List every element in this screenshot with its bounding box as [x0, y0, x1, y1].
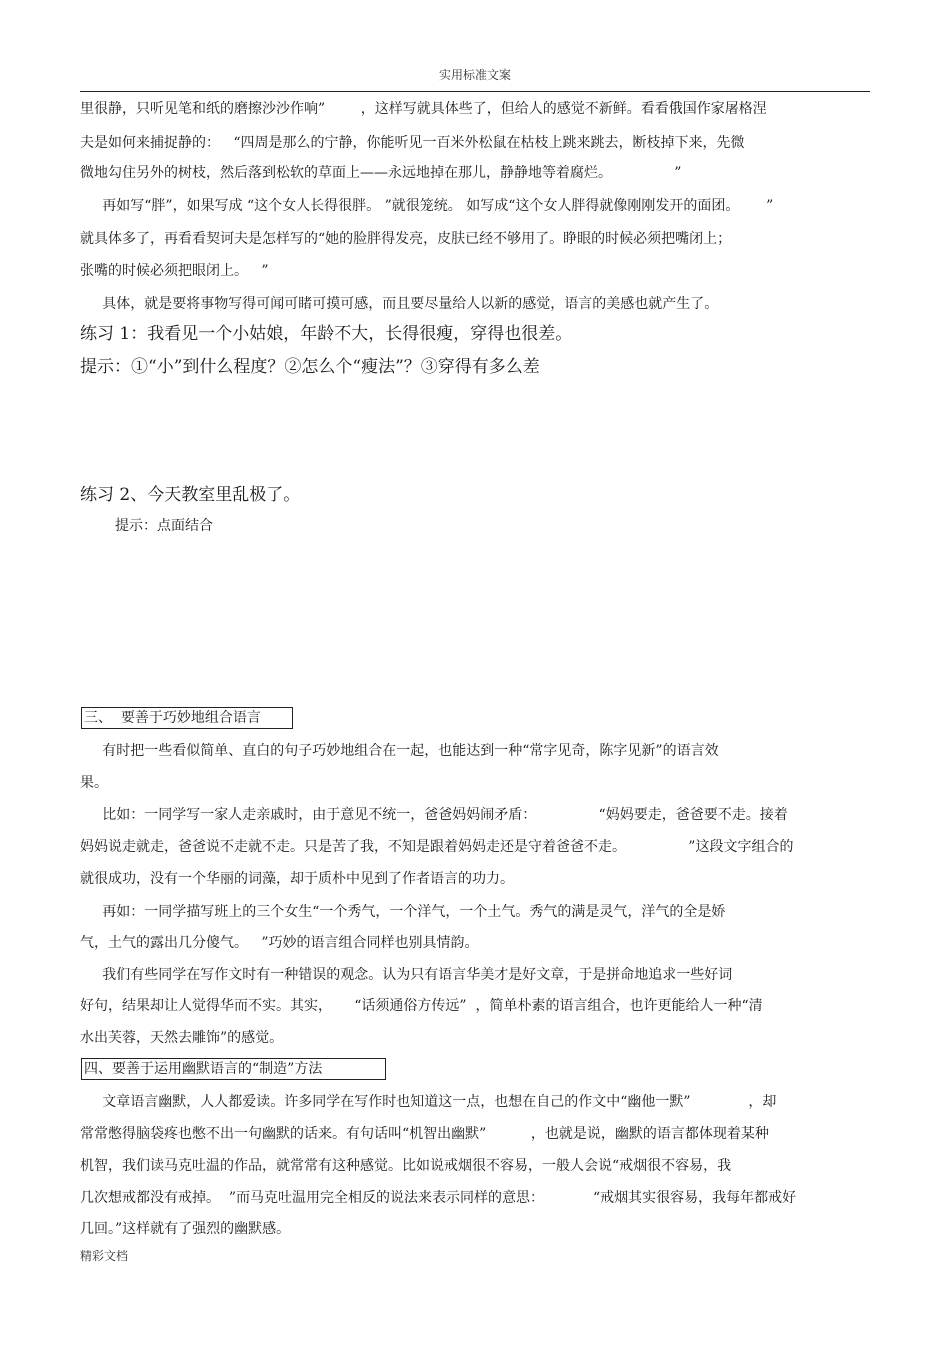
exercise-1-title: 练习 1：我看见一个小姑娘，年龄不大，长得很瘦，穿得也很差。 — [80, 324, 573, 344]
page-header: 实用标准文案 — [438, 68, 511, 82]
paragraph-line: 里很静，只听见笔和纸的磨擦沙沙作响” ，这样写就具体些了，但给人的感觉不新鲜。看看俄国作家屠格涅 — [80, 101, 767, 117]
section-4-heading-box — [81, 1058, 386, 1080]
paragraph-line: 有时把一些看似简单、直白的句子巧妙地组合在一起，也能达到一种“常字见奇，陈字见新”的语言效 — [80, 743, 719, 759]
page-footer: 精彩文档 — [80, 1249, 129, 1263]
section-4-heading: 四、要善于运用幽默语言的“制造”方法 — [84, 1061, 323, 1077]
paragraph-line: 再如写“胖”，如果写成 “这个女人长得很胖。 ”就很笼统。 如写成“这个女人胖得就像刚刚发开的面团。 ” — [80, 198, 774, 214]
section-3-heading: 三、 要善于巧妙地组合语言 — [84, 710, 261, 726]
exercise-2-hint: 提示：点面结合 — [115, 518, 213, 534]
paragraph-line: 水出芙蓉，天然去雕饰”的感觉。 — [80, 1030, 284, 1046]
paragraph-line: 几次想戒都没有戒掉。 ”而马克吐温用完全相反的说法来表示同样的意思： “戒烟其实很容易，我每年都戒好 — [80, 1190, 797, 1206]
paragraph-line: 张嘴的时候必须把眼闭上。 ” — [80, 263, 269, 279]
exercise-2-title: 练习 2、今天教室里乱极了。 — [80, 485, 301, 505]
paragraph-line: 好句，结果却让人觉得华而不实。其实， “话须通俗方传远” ，简单朴素的语言组合，也许更能给人一种“清 — [80, 998, 763, 1014]
paragraph-line: 果。 — [80, 775, 108, 791]
paragraph-line: 机智，我们读马克吐温的作品，就常常有这种感觉。比如说戒烟很不容易，一般人会说“戒烟很不容易，我 — [80, 1158, 732, 1174]
paragraph-line: 就很成功，没有一个华丽的词藻，却于质朴中见到了作者语言的功力。 — [80, 871, 514, 887]
paragraph-line: 常常憋得脑袋疼也憋不出一句幽默的话来。有句话叫“机智出幽默” ，也就是说，幽默的语言都体现着某种 — [80, 1126, 769, 1142]
paragraph-line: 再如：一同学描写班上的三个女生“一个秀气，一个洋气，一个土气。秀气的满是灵气，洋气的全是娇 — [80, 904, 726, 920]
paragraph-line: 比如：一同学写一家人走亲戚时，由于意见不统一，爸爸妈妈闹矛盾： “妈妈要走，爸爸要不走。接着 — [80, 807, 788, 823]
paragraph-line: 微地勾住另外的树枝，然后落到松软的草面上——永远地掉在那儿，静静地等着腐烂。 ” — [80, 165, 682, 181]
paragraph-line: 文章语言幽默，人人都爱读。许多同学在写作时也知道这一点，也想在自己的作文中“幽他一默” ，却 — [80, 1094, 777, 1110]
exercise-1-hint: 提示：①“小”到什么程度？②怎么个“瘦法”？③穿得有多么差 — [80, 357, 540, 377]
section-3-heading-box — [81, 707, 293, 729]
paragraph-line: 就具体多了，再看看契诃夫是怎样写的“她的脸胖得发亮，皮肤已经不够用了。睁眼的时候必须把嘴闭上； — [80, 231, 732, 247]
paragraph-line: 几回。”这样就有了强烈的幽默感。 — [80, 1221, 291, 1237]
paragraph-line: 气，土气的露出几分傻气。 ”巧妙的语言组合同样也别具情韵。 — [80, 935, 479, 951]
paragraph-line: 具体，就是要将事物写得可闻可睹可摸可感，而且要尽量给人以新的感觉，语言的美感也就产生了。 — [80, 296, 719, 312]
paragraph-line: 我们有些同学在写作文时有一种错误的观念。认为只有语言华美才是好文章，于是拼命地追求一些好词 — [80, 967, 733, 983]
header-rule — [80, 91, 870, 92]
paragraph-line: 夫是如何来捕捉静的： “四周是那么的宁静，你能听见一百米外松鼠在枯枝上跳来跳去，断枝掉下来，先微 — [80, 135, 745, 151]
paragraph-line: 妈妈说走就走，爸爸说不走就不走。只是苦了我，不知是跟着妈妈走还是守着爸爸不走。 ”这段文字组合的 — [80, 839, 794, 855]
